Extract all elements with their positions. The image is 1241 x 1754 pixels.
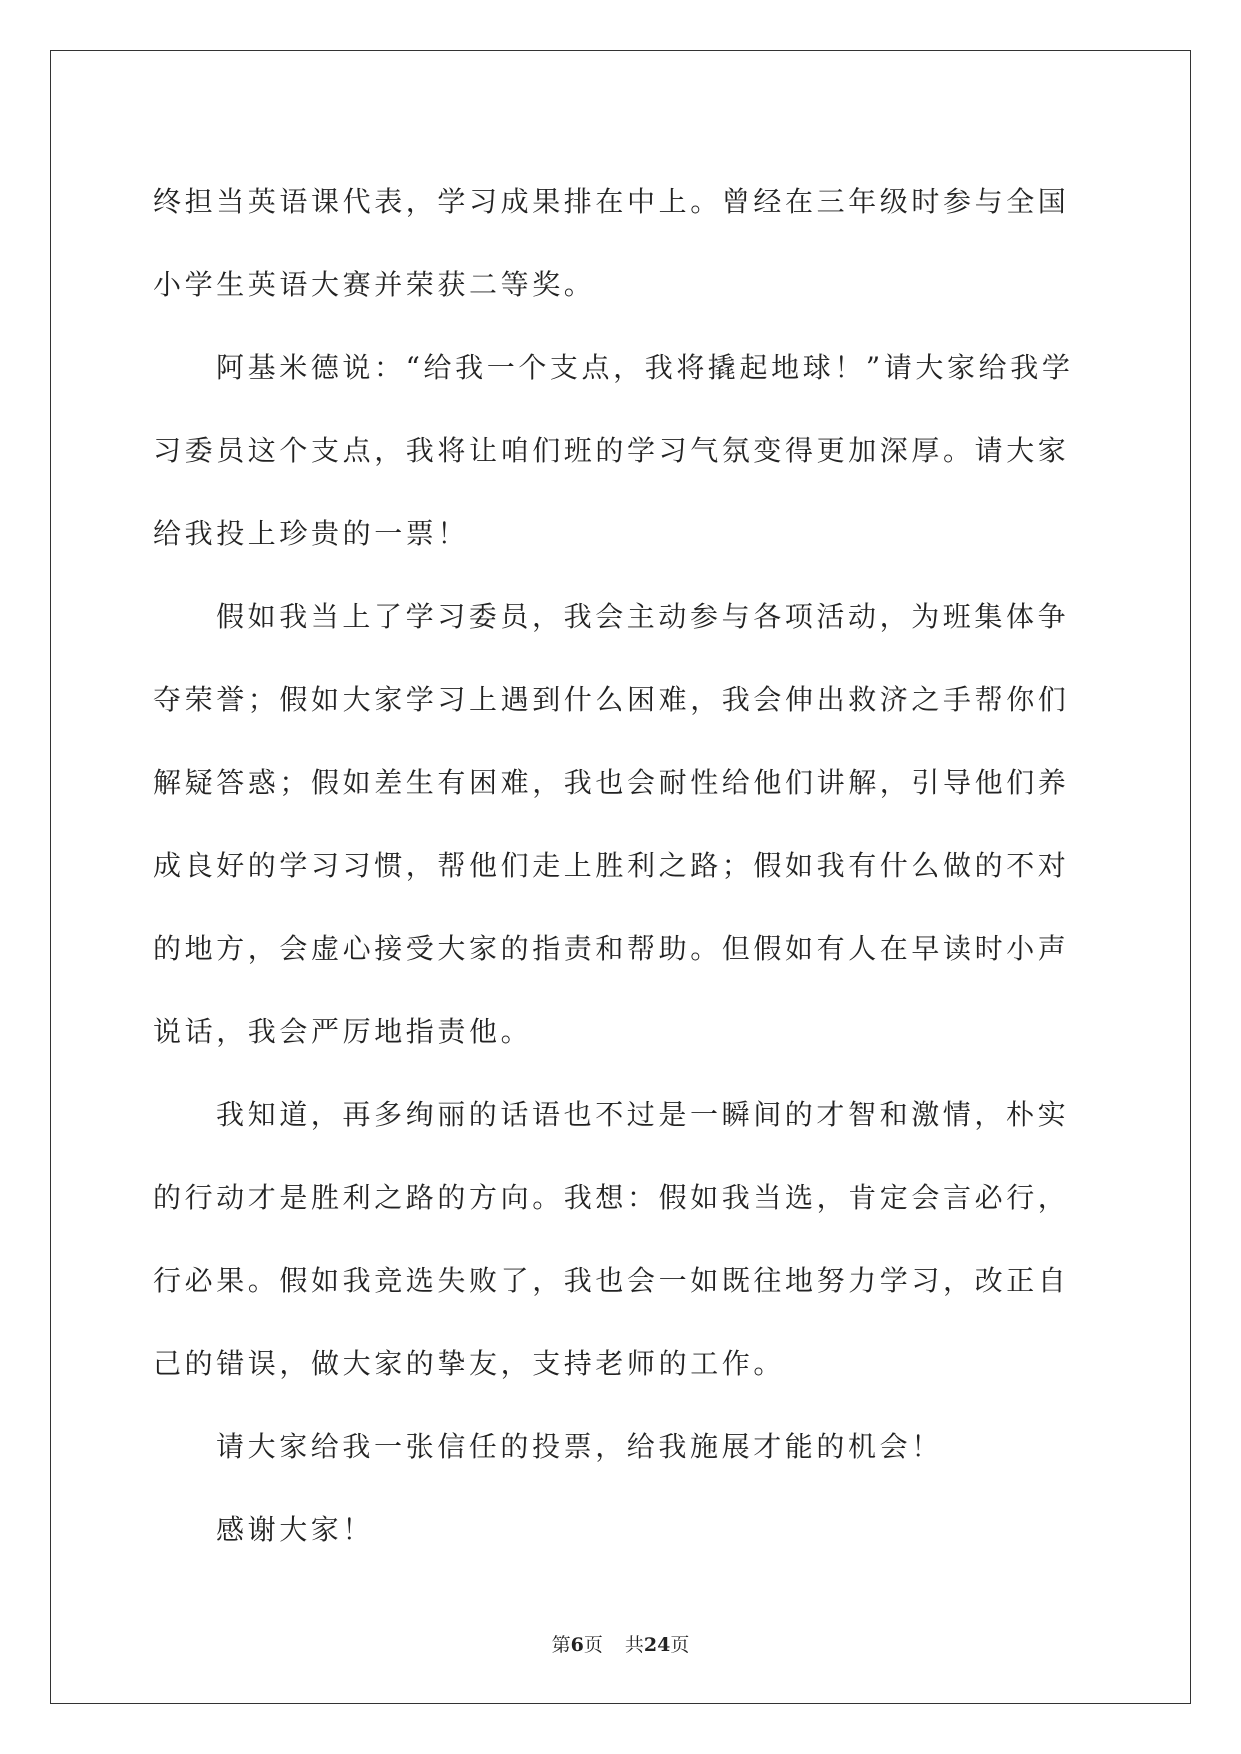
document-body [153,160,1093,1571]
page-suffix: 页 [583,1634,603,1656]
page-number: 6 [570,1634,584,1656]
total-prefix: 共 [624,1634,644,1656]
page-prefix: 第 [551,1634,571,1656]
paragraph-1: 终担当英语课代表，学习成果排在中上。曾经在三年级时参与全国小学生英语大赛并荣获二等奖。 [153,185,1070,301]
paragraph-6: 感谢大家！ [216,1513,375,1546]
paragraph-2: 阿基米德说：“给我一个支点，我将撬起地球！”请大家给我学习委员这个支点，我将让咱们班的学习气氛变得更加深厚。请大家给我投上珍贵的一票！ [153,351,1074,550]
total-pages: 24 [643,1634,671,1656]
total-suffix: 页 [670,1634,690,1656]
paragraph-5: 请大家给我一张信任的投票，给我施展才能的机会！ [216,1430,943,1463]
page-footer [0,1630,1241,1657]
paragraph-3: 假如我当上了学习委员，我会主动参与各项活动，为班集体争夺荣誉；假如大家学习上遇到什么困难，我会伸出救济之手帮你们解疑答惑；假如差生有困难，我也会耐性给他们讲解，引导他们养成良好的学习习惯，帮他们走上胜利之路；假如我有什么做的不对的地方，会虚心接受大家的指责和帮助。但假如有人在早读时小声说话，我会严厉地指责他。 [153,600,1070,1048]
paragraph-4: 我知道，再多绚丽的话语也不过是一瞬间的才智和激情，朴实的行动才是胜利之路的方向。我想：假如我当选，肯定会言必行，行必果。假如我竞选失败了，我也会一如既往地努力学习，改正自己的错误，做大家的挚友，支持老师的工作。 [153,1098,1070,1380]
